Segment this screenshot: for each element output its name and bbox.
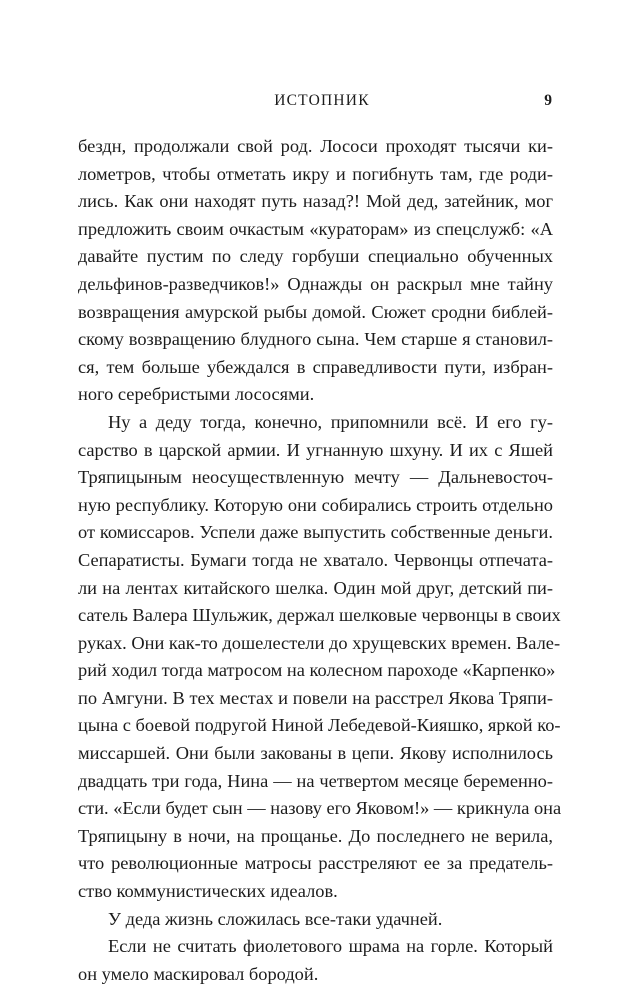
text-line: возвращения амурской рыбы домой. Сюжет сродни библей-	[78, 301, 553, 322]
body-text	[78, 133, 562, 988]
text-line: бездн, продолжали свой род. Лососи проходят тысячи ки-	[78, 136, 553, 156]
text-line: Если не считать фиолетового шрама на горле. Который	[108, 936, 553, 957]
text-line: руках. Они как-то дошелестели до хрущевских времен. Вале-	[78, 632, 561, 653]
text-line: предложить своим очкастым «кураторам» из спецслужб: «А	[78, 218, 553, 239]
text-line: по Амгуни. В тех местах и повели на расстрел Якова Тряпи-	[78, 687, 553, 708]
text-line: ли на лентах китайского шелка. Один мой друг, детский пи-	[78, 577, 553, 598]
text-line: он умело маскировал бородой.	[78, 963, 319, 984]
text-line: ство коммунистических идеалов.	[78, 881, 338, 902]
text-line: лометров, чтобы отметать икру и погибнуть там, где роди-	[78, 163, 553, 184]
text-line: от комиссаров. Успели даже выпустить собственные деньги.	[78, 522, 553, 543]
text-line: сти. «Если будет сын — назову его Яковом!» — крикнула она	[78, 798, 562, 819]
text-line: Сепаратисты. Бумаги тогда не хватало. Червонцы отпечата-	[78, 549, 553, 570]
text-line: ного серебристыми лососями.	[78, 384, 315, 405]
text-line: ную республику. Которую они собирались строить отдельно	[78, 494, 553, 515]
text-line: У деда жизнь сложилась все-таки удачней.	[108, 908, 443, 929]
text-line: давайте пустим по следу горбуши специально обученных	[78, 246, 553, 267]
text-line: Тряпицыну в ночи, на прощанье. До последнего не верила,	[78, 825, 553, 846]
text-line: двадцать три года, Нина — на четвертом месяце беременно-	[78, 770, 553, 791]
text-line: сатель Валера Шульжик, держал шелковые червонцы в своих	[78, 605, 561, 626]
text-line: дельфинов-разведчиков!» Однажды он раскрыл мне тайну	[78, 273, 553, 294]
text-line: Ну а деду тогда, конечно, припомнили всё. И его гу-	[108, 411, 553, 432]
page-number: 9	[544, 92, 552, 109]
text-line: сарство в царской армии. И угнанную шхуну. И их с Яшей	[78, 439, 553, 460]
text-line: миссаршей. Они были закованы в цепи. Якову исполнилось	[78, 743, 553, 764]
text-line: рий ходил тогда матросом на колесном пароходе «Карпенко»	[78, 660, 556, 681]
text-line: лись. Как они находят путь назад?! Мой дед, затейник, мог	[78, 191, 553, 212]
text-line: Тряпицыным неосуществленную мечту — Дальневосточ-	[78, 467, 553, 488]
text-line: что революционные матросы расстреляют ее за предатель-	[78, 853, 553, 874]
running-header-title: ИСТОПНИК	[274, 92, 370, 109]
text-line: скому возвращению блудного сына. Чем старше я становил-	[78, 329, 553, 350]
text-line: ся, тем больше убеждался в справедливости пути, избран-	[78, 356, 553, 377]
text-line: цына с боевой подругой Ниной Лебедевой-Кияшко, яркой ко-	[78, 715, 561, 736]
